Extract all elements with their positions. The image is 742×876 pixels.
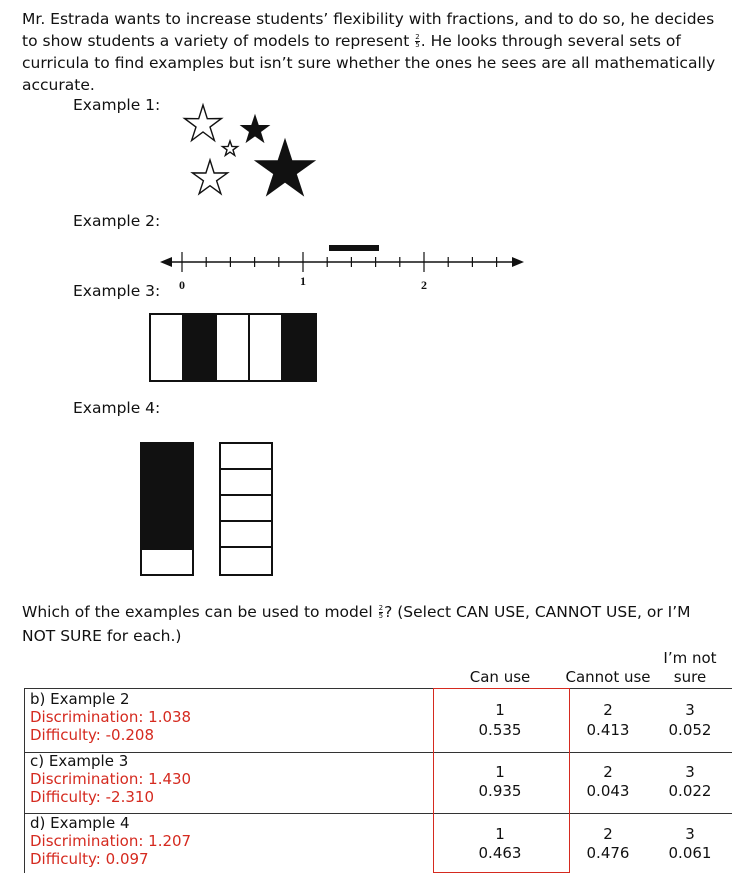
intro-fraction [415, 34, 419, 49]
table-left-border [24, 688, 25, 873]
row-title: b) Example 2 [30, 690, 130, 708]
option-code[interactable]: 1 [495, 763, 505, 781]
option-proportion: 0.043 [586, 782, 630, 800]
fraction-numerator: 2 [378, 604, 384, 612]
option-code[interactable]: 2 [603, 701, 613, 719]
partitioned-bar [220, 443, 272, 575]
table-rule [24, 688, 732, 689]
fraction-denominator: 5 [378, 612, 384, 620]
header-not-sure-line2: sure [673, 668, 707, 686]
header-not-sure-line1: I’m not [663, 649, 717, 667]
fraction-denominator: 5 [415, 41, 420, 49]
option-proportion: 0.935 [478, 782, 522, 800]
option-proportion: 0.535 [478, 721, 522, 739]
small-outline-star-icon [222, 141, 237, 155]
example-2-label: Example 2: [73, 212, 161, 230]
option-code[interactable]: 3 [685, 825, 695, 843]
filled-star-icon [242, 116, 269, 141]
row-discrimination: Discrimination: 1.207 [30, 832, 192, 850]
row-difficulty: Difficulty: 0.097 [30, 850, 149, 868]
number-line-label-0: 0 [179, 278, 185, 292]
table-row [30, 814, 191, 868]
example-2-number-line [160, 235, 530, 295]
example-3-strip-model [148, 312, 320, 384]
question-after: ? (Select CAN USE, CANNOT USE, or I’M NOT SURE for each.) [22, 603, 691, 645]
large-filled-star-icon [256, 140, 314, 195]
intro-text-before: Mr. Estrada wants to increase students’ flexibility with fractions, and to do so, he decides to show students a variety of models to represent [22, 10, 715, 50]
option-code[interactable]: 2 [603, 763, 613, 781]
right-arrow-icon [512, 257, 524, 267]
option-proportion: 0.052 [668, 721, 712, 739]
number-line-label-2: 2 [421, 278, 427, 292]
example-4-label: Example 4: [73, 399, 161, 417]
option-code[interactable]: 2 [603, 825, 613, 843]
intro-paragraph [22, 8, 722, 96]
header-can-use: Can use [469, 668, 531, 686]
outline-star-icon [192, 160, 227, 194]
option-proportion: 0.413 [586, 721, 630, 739]
outline-star-icon [185, 105, 222, 141]
left-arrow-icon [160, 257, 172, 267]
header-cannot-use: Cannot use [565, 668, 651, 686]
table-row [30, 752, 191, 806]
intro-text-after: . He looks through several sets of curricula to find examples but isn’t sure whether the ones he sees are all mathematically accurate. [22, 32, 716, 94]
row-difficulty: Difficulty: -0.208 [30, 726, 154, 744]
table-row [30, 690, 191, 744]
option-proportion: 0.022 [668, 782, 712, 800]
row-discrimination: Discrimination: 1.038 [30, 708, 192, 726]
row-title: c) Example 3 [30, 752, 129, 770]
example-1-stars [170, 100, 340, 215]
option-code[interactable]: 3 [685, 763, 695, 781]
option-proportion: 0.061 [668, 844, 712, 862]
option-proportion: 0.463 [478, 844, 522, 862]
example-3-label: Example 3: [73, 282, 161, 300]
question-text [22, 600, 722, 648]
shaded-part [183, 314, 216, 381]
example-1-label: Example 1: [73, 96, 161, 114]
example-4-bar-models [138, 440, 278, 580]
question-before: Which of the examples can be used to model [22, 603, 373, 621]
fraction-numerator: 2 [415, 33, 420, 41]
option-code[interactable]: 1 [495, 701, 505, 719]
row-title: d) Example 4 [30, 814, 130, 832]
shaded-bar [141, 443, 193, 549]
number-line-label-1: 1 [300, 274, 306, 288]
question-fraction [379, 605, 383, 620]
option-proportion: 0.476 [586, 844, 630, 862]
option-code[interactable]: 1 [495, 825, 505, 843]
row-difficulty: Difficulty: -2.310 [30, 788, 154, 806]
shaded-part [282, 314, 316, 381]
option-code[interactable]: 3 [685, 701, 695, 719]
number-line-bar [329, 245, 379, 251]
row-discrimination: Discrimination: 1.430 [30, 770, 192, 788]
